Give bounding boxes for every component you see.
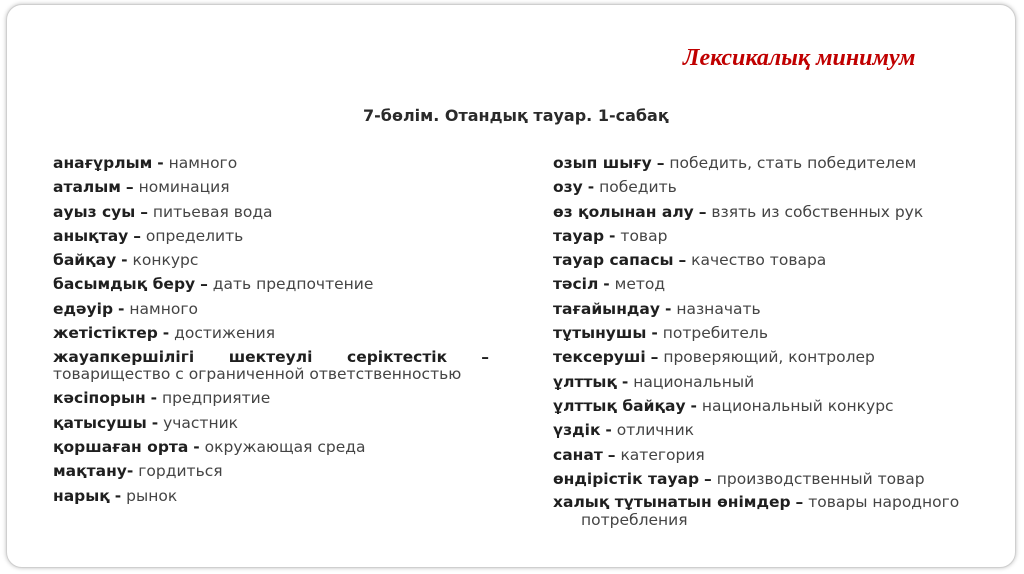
vocab-column-right bbox=[553, 151, 993, 529]
vocab-separator: - bbox=[157, 154, 164, 172]
vocab-translation: намного bbox=[168, 154, 238, 172]
vocab-entry bbox=[553, 200, 993, 224]
vocab-term: санат bbox=[553, 445, 603, 464]
vocab-term: тәсіл bbox=[553, 275, 599, 294]
vocab-translation: гордиться bbox=[138, 462, 223, 481]
vocab-term: озу bbox=[553, 178, 583, 197]
vocab-term: тағайындау bbox=[553, 299, 660, 318]
vocab-term: үздік bbox=[553, 421, 601, 440]
vocab-translation: достижения bbox=[174, 324, 276, 343]
vocab-translation: производственный товар bbox=[716, 469, 925, 488]
vocab-translation: предприятие bbox=[162, 389, 271, 408]
vocab-term: озып шығу bbox=[553, 154, 652, 172]
vocab-entry bbox=[553, 248, 993, 272]
vocab-entry bbox=[53, 297, 489, 321]
vocab-separator: – bbox=[650, 348, 659, 367]
vocab-translation: товар bbox=[620, 226, 668, 245]
vocab-translation: номинация bbox=[138, 178, 230, 197]
vocab-entry bbox=[553, 321, 993, 345]
vocab-term: ұлттық bbox=[553, 372, 617, 391]
vocab-entry bbox=[553, 418, 993, 442]
vocab-term: тауар bbox=[553, 226, 605, 245]
vocab-translation: взять из собственных рук bbox=[711, 202, 924, 221]
vocab-translation: товары народного потребления bbox=[581, 493, 960, 530]
vocab-separator: - bbox=[126, 462, 134, 481]
vocab-separator: - bbox=[118, 299, 125, 318]
vocab-entry bbox=[53, 349, 489, 383]
vocab-separator: - bbox=[193, 437, 200, 456]
vocab-term: тексеруші bbox=[553, 348, 646, 367]
vocab-term: аталым bbox=[53, 178, 121, 197]
vocab-translation: дать предпочтение bbox=[212, 275, 374, 294]
vocab-translation: победить bbox=[599, 178, 677, 197]
vocab-term: анағұрлым bbox=[53, 154, 153, 172]
vocab-entry bbox=[53, 459, 489, 483]
vocab-separator: – bbox=[795, 493, 804, 512]
vocab-translation: участник bbox=[163, 413, 239, 432]
vocab-separator: - bbox=[587, 178, 595, 197]
vocab-separator: - bbox=[603, 275, 610, 294]
section-heading: 7-бөлім. Отандық тауар. 1-сабақ bbox=[363, 106, 669, 125]
vocab-separator: – bbox=[704, 469, 712, 488]
vocab-entry bbox=[553, 224, 993, 248]
vocab-entry bbox=[553, 151, 993, 175]
vocab-entry bbox=[553, 272, 993, 296]
vocab-term: өз қолынан алу bbox=[553, 202, 694, 221]
vocab-translation: окружающая среда bbox=[204, 437, 366, 456]
vocab-separator: - bbox=[664, 299, 672, 318]
vocab-translation: качество товара bbox=[691, 251, 827, 270]
vocab-term: мақтану bbox=[53, 462, 127, 481]
vocab-separator: - bbox=[609, 226, 616, 245]
vocab-separator: – bbox=[140, 202, 148, 221]
vocab-separator: - bbox=[121, 251, 128, 270]
vocab-separator: – bbox=[125, 178, 134, 197]
vocab-separator: – bbox=[698, 202, 707, 221]
vocab-translation: национальный bbox=[633, 372, 755, 391]
vocab-translation: конкурс bbox=[132, 251, 199, 270]
vocab-entry bbox=[553, 297, 993, 321]
vocab-term: жетістіктер bbox=[53, 324, 158, 343]
vocab-term: жауапкершілігі шектеулі серіктестік bbox=[53, 348, 448, 367]
vocab-term: кәсіпорын bbox=[53, 389, 146, 408]
vocab-entry bbox=[53, 272, 489, 296]
vocab-term: анықтау bbox=[53, 226, 129, 245]
vocab-separator: - bbox=[621, 372, 629, 391]
vocab-separator: - bbox=[651, 324, 658, 343]
vocab-entry bbox=[53, 175, 489, 199]
vocab-separator: – bbox=[200, 275, 208, 294]
vocab-term: қатысушы bbox=[53, 413, 147, 432]
vocab-separator: - bbox=[162, 324, 170, 343]
vocab-separator: - bbox=[150, 389, 158, 408]
vocab-translation: назначать bbox=[676, 299, 761, 318]
vocab-entry bbox=[53, 248, 489, 272]
vocab-entry bbox=[53, 411, 489, 435]
vocab-separator: – bbox=[133, 226, 141, 245]
vocab-term: тұтынушы bbox=[553, 324, 647, 343]
vocab-entry bbox=[553, 370, 993, 394]
vocab-entry bbox=[53, 321, 489, 345]
vocab-entry bbox=[53, 200, 489, 224]
vocab-separator: – bbox=[481, 348, 489, 367]
vocab-separator: - bbox=[114, 486, 122, 505]
vocab-translation: потребитель bbox=[662, 324, 768, 343]
vocab-separator: - bbox=[690, 396, 697, 415]
vocab-translation: национальный конкурс bbox=[701, 396, 894, 415]
vocab-term: нарық bbox=[53, 486, 110, 505]
vocab-entry bbox=[53, 484, 489, 508]
vocab-separator: – bbox=[656, 154, 665, 172]
vocab-entry bbox=[53, 151, 489, 175]
vocab-separator: – bbox=[678, 251, 687, 270]
vocab-term: өндірістік тауар bbox=[553, 469, 700, 488]
vocab-term: халық тұтынатын өнімдер bbox=[553, 493, 791, 512]
vocab-column-left bbox=[53, 151, 489, 508]
vocab-separator: – bbox=[607, 445, 616, 464]
vocab-entry bbox=[553, 394, 993, 418]
vocab-term: байқау bbox=[53, 251, 117, 270]
vocab-term: тауар сапасы bbox=[553, 251, 674, 270]
vocab-separator: - bbox=[151, 413, 159, 432]
vocab-entry bbox=[53, 386, 489, 410]
vocab-translation: победить, стать победителем bbox=[669, 154, 917, 172]
vocab-entry bbox=[553, 493, 993, 529]
vocab-translation: рынок bbox=[126, 486, 178, 505]
vocab-entry bbox=[553, 175, 993, 199]
vocab-translation: определить bbox=[145, 226, 244, 245]
vocab-entry bbox=[53, 224, 489, 248]
vocab-separator: - bbox=[605, 421, 612, 440]
vocab-entry bbox=[553, 443, 993, 467]
slide bbox=[6, 4, 1016, 568]
vocab-translation: питьевая вода bbox=[152, 202, 273, 221]
vocab-translation: метод bbox=[614, 275, 666, 294]
vocab-entry bbox=[553, 345, 993, 369]
vocab-translation: категория bbox=[620, 445, 705, 464]
vocab-term: басымдық беру bbox=[53, 275, 196, 294]
vocab-translation: проверяющий, контролер bbox=[663, 348, 875, 367]
slide-title: Лексикалық минимум bbox=[683, 45, 916, 71]
vocab-term: ұлттық байқау bbox=[553, 396, 686, 415]
vocab-translation: отличник bbox=[616, 421, 695, 440]
vocab-translation: намного bbox=[129, 299, 198, 318]
vocab-entry bbox=[53, 435, 489, 459]
vocab-term: едәуір bbox=[53, 299, 114, 318]
vocab-term: ауыз суы bbox=[53, 202, 136, 221]
vocab-term: қоршаған орта bbox=[53, 437, 189, 456]
vocab-entry bbox=[553, 467, 993, 491]
vocab-translation: товарищество с ограниченной ответственностью bbox=[53, 365, 462, 384]
